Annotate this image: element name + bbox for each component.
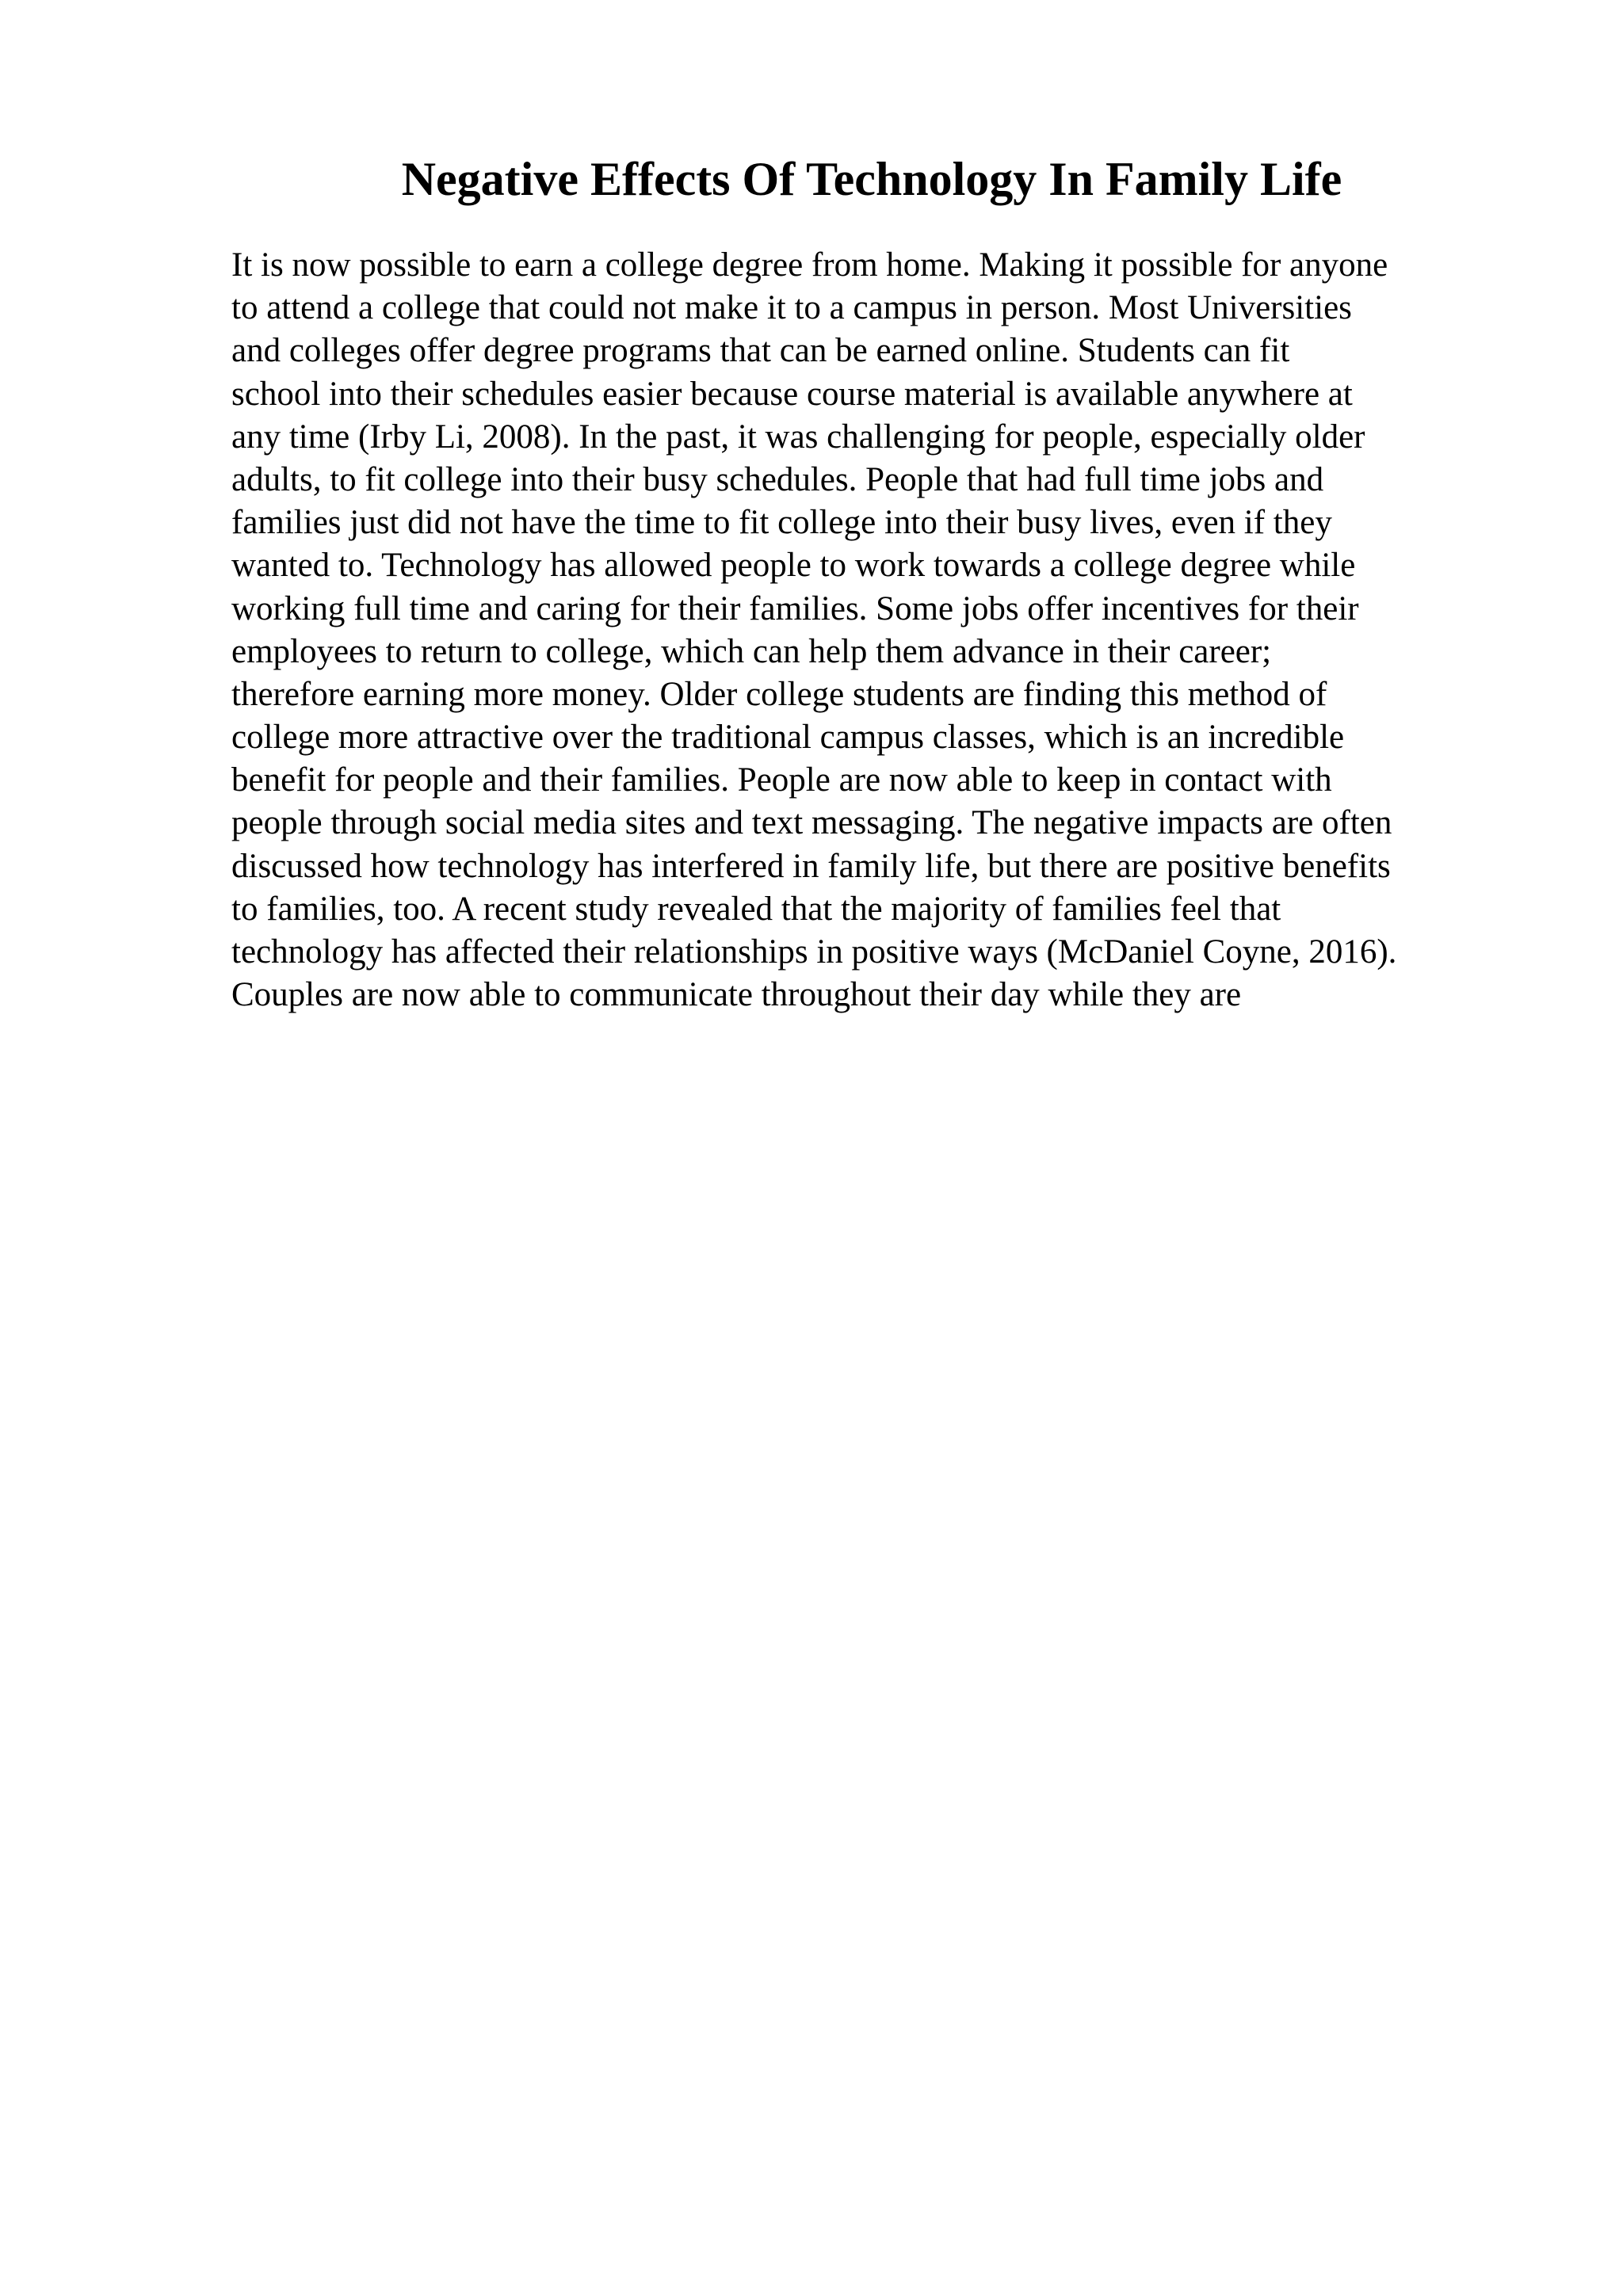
body-line: discussed how technology has interfered in family life, but there are positive benefits	[231, 847, 1391, 885]
body-line: employees to return to college, which can help them advance in their career;	[231, 632, 1272, 670]
body-line: college more attractive over the traditional campus classes, which is an incredible	[231, 719, 1345, 757]
body-line: Couples are now able to communicate throughout their day while they are	[231, 976, 1242, 1014]
body-line: people through social media sites and text messaging. The negative impacts are often	[231, 804, 1392, 842]
document-body	[231, 244, 1515, 1016]
body-line: working full time and caring for their families. Some jobs offer incentives for their	[231, 589, 1359, 627]
body-line: It is now possible to earn a college degree from home. Making it possible for anyone	[231, 246, 1388, 284]
body-line: adults, to fit college into their busy schedules. People that had full time jobs and	[231, 460, 1324, 498]
body-line: wanted to. Technology has allowed people to work towards a college degree while	[231, 547, 1356, 585]
body-line: to families, too. A recent study revealed that the majority of families feel that	[231, 890, 1281, 928]
body-line: any time (Irby Li, 2008). In the past, it was challenging for people, especially older	[231, 418, 1365, 456]
body-line: families just did not have the time to fit college into their busy lives, even if they	[231, 504, 1332, 542]
body-line: to attend a college that could not make it to a campus in person. Most Universities	[231, 289, 1352, 327]
body-line: therefore earning more money. Older college students are finding this method of	[231, 675, 1327, 713]
document-title: Negative Effects Of Technology In Family Life	[401, 153, 1342, 205]
body-line: technology has affected their relationships in positive ways (McDaniel Coyne, 2016).	[231, 933, 1397, 971]
body-line: school into their schedules easier because course material is available anywhere at	[231, 375, 1353, 413]
body-line: benefit for people and their families. People are now able to keep in contact with	[231, 761, 1332, 799]
body-line: and colleges offer degree programs that can be earned online. Students can fit	[231, 332, 1290, 370]
